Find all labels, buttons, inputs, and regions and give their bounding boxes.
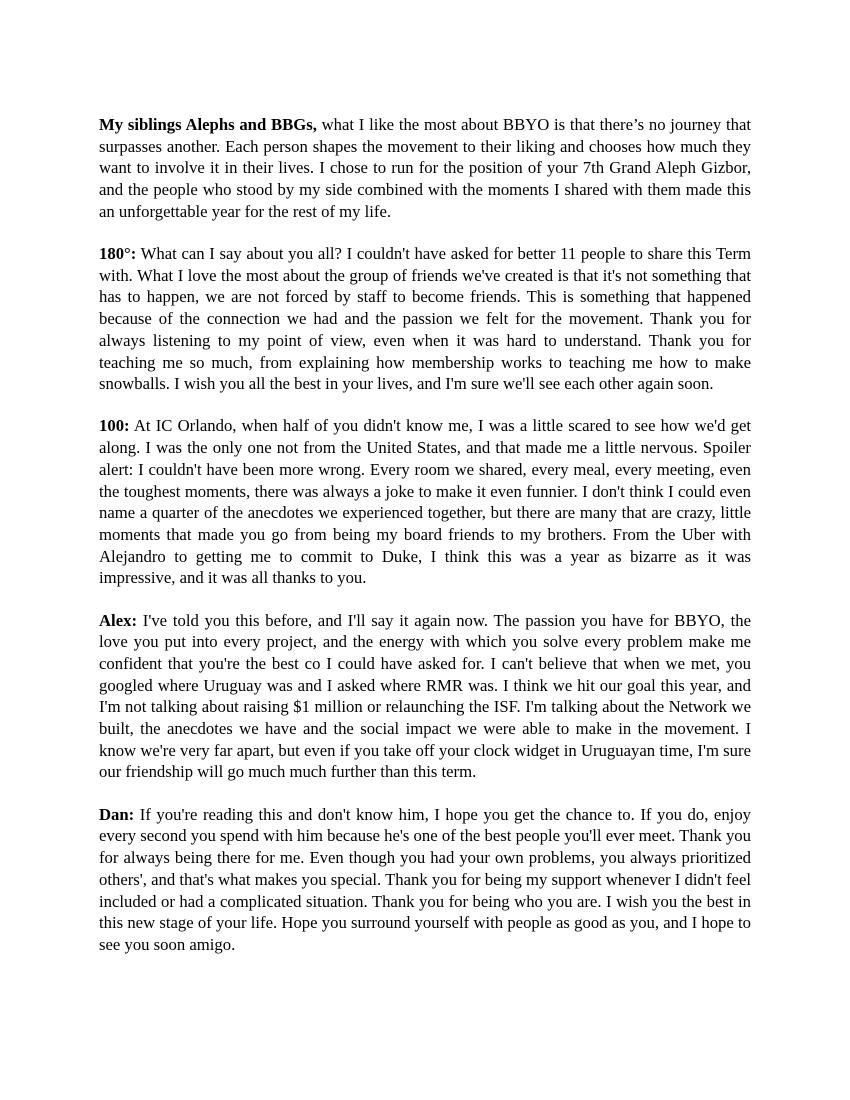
- letter-paragraph: [99, 610, 751, 784]
- paragraph-body: what I like the most about BBYO is that there’s no journey that surpasses another. Each person shapes the movement to their liking and chooses how much they want to involve it in their lives. I chose to run for the position of your 7th Grand Aleph Gizbor, and the people who stood by my side combined with the moments I shared with them made this an unforgettable year for the rest of my life.: [99, 115, 752, 221]
- paragraph-lead: 100:: [99, 416, 130, 436]
- letter-paragraph: [99, 243, 751, 395]
- paragraph-body: I've told you this before, and I'll say it again now. The passion you have for BBYO, the love you put into every project, and the energy with which you solve every problem make me confident that you're the best co I could have asked for. I can't believe that when we met, you googled where Uruguay was and I asked where RMR was. I think we hit our goal this year, and I'm not talking about raising $1 million or relaunching the ISF. I'm talking about the Network we built, the anecdotes we have and the social impact we were able to make in the movement. I know we're very far apart, but even if you take off your clock widget in Uruguayan time, I'm sure our friendship will go much much further than this term.: [99, 610, 751, 782]
- letter-paragraph: [99, 114, 751, 223]
- paragraph-lead: Dan:: [99, 804, 135, 824]
- paragraph-lead: Alex:: [99, 610, 137, 630]
- paragraph-body: If you're reading this and don't know him, I hope you get the chance to. If you do, enjoy every second you spend with him because he's one of the best people you'll ever meet. Thank you for always being there for me. Even though you had your own problems, you always prioritized others', and that's what makes you special. Thank you for being my support whenever I didn't feel included or had a complicated situation. Thank you for being who you are. I wish you the best in this new stage of your life. Hope you surround yourself with people as good as you, and I hope to see you soon amigo.: [99, 804, 752, 954]
- letter-body: [99, 114, 751, 956]
- paragraph-lead: 180°:: [99, 244, 137, 264]
- paragraph-body: What can I say about you all? I couldn't have asked for better 11 people to share this Term with. What I love the most about the group of friends we've created is that it's not something that has to happen, we are not forced by staff to become friends. This is something that happened because of the connection we had and the passion we felt for the movement. Thank you for always listening to my point of view, even when it was hard to understand. Thank you for teaching me so much, from explaining how membership works to teaching me how to make snowballs. I wish you all the best in your lives, and I'm sure we'll see each other again soon.: [99, 244, 751, 394]
- paragraph-body: At IC Orlando, when half of you didn't know me, I was a little scared to see how we'd get along. I was the only one not from the United States, and that made me a little nervous. Spoiler alert: I couldn't have been more wrong. Every room we shared, every meal, every meeting, even the toughest moments, there was always a joke to make it even funnier. I don't think I could even name a quarter of the anecdotes we experienced together, but there are many that are crazy, little moments that made you go from being my board friends to my brothers. From the Uber with Alejandro to getting me to commit to Duke, I think this was a year as bizarre as it was impressive, and it was all thanks to you.: [99, 416, 751, 588]
- letter-paragraph: [99, 804, 751, 956]
- paragraph-lead: My siblings Alephs and BBGs,: [99, 115, 317, 134]
- letter-paragraph: [99, 415, 751, 589]
